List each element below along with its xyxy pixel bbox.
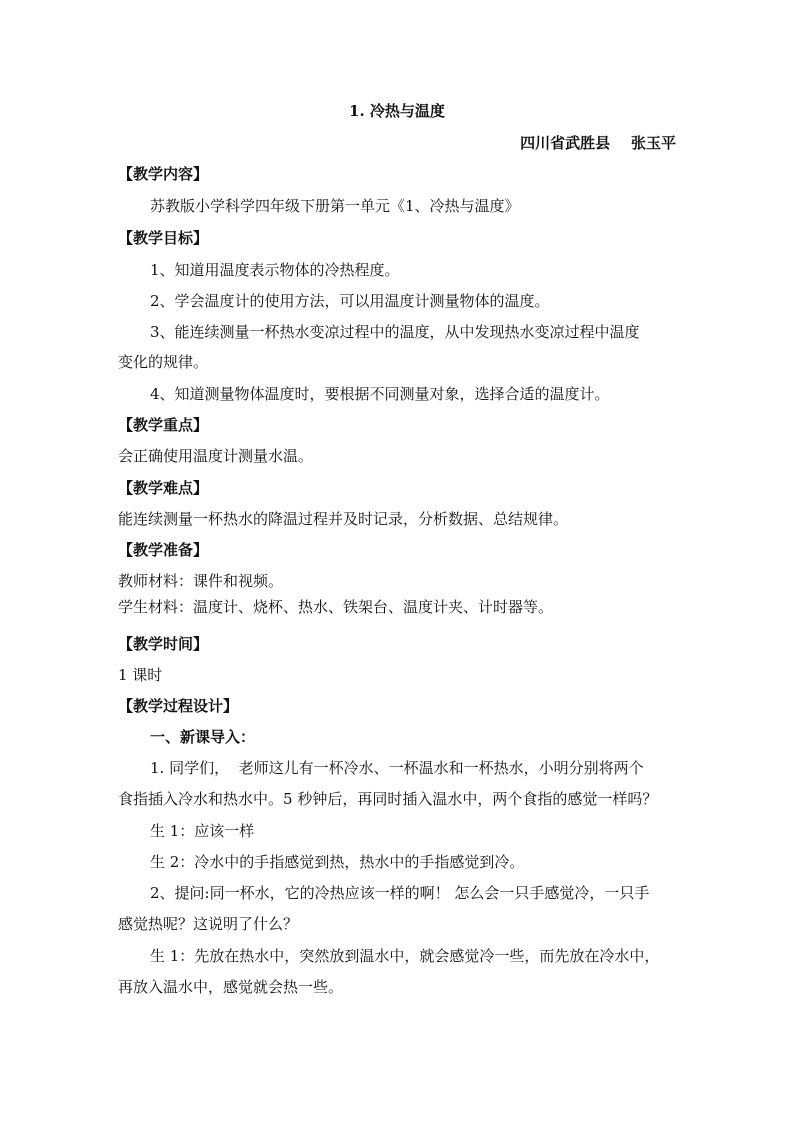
heading-content: 【教学内容】 xyxy=(118,165,209,183)
paragraph-line: 1. 同学们， 老师这儿有一杯冷水、一杯温水和一杯热水，小明分别将两个 xyxy=(150,759,644,777)
doc-title: 1. 冷热与温度 xyxy=(349,102,445,120)
paragraph-line: 感觉热呢？这说明了什么？ xyxy=(118,915,299,933)
paragraph-line: 会正确使用温度计测量水温。 xyxy=(118,447,314,465)
paragraph-line: 1、知道用温度表示物体的冷热程度。 xyxy=(150,261,400,279)
paragraph-line: 1 课时 xyxy=(118,666,163,684)
paragraph-line: 3、能连续测量一杯热水变凉过程中的温度，从中发现热水变凉过程中温度 xyxy=(150,323,640,341)
paragraph-line: 2、学会温度计的使用方法，可以用温度计测量物体的温度。 xyxy=(150,292,550,310)
heading-objectives: 【教学目标】 xyxy=(118,229,209,247)
heading-difficulties: 【教学难点】 xyxy=(118,479,209,497)
paragraph-line: 生 1：先放在热水中，突然放到温水中，就会感觉冷一些，而先放在冷水中， xyxy=(150,947,660,965)
heading-time: 【教学时间】 xyxy=(118,635,209,653)
section-heading: 一、新课导入： xyxy=(150,728,256,746)
heading-preparation: 【教学准备】 xyxy=(118,541,209,559)
paragraph-line: 生 2：冷水中的手指感觉到热，热水中的手指感觉到冷。 xyxy=(150,853,525,871)
doc-author: 四川省武胜县 张玉平 xyxy=(520,134,676,152)
heading-process-design: 【教学过程设计】 xyxy=(118,697,239,715)
paragraph-line: 能连续测量一杯热水的降温过程并及时记录，分析数据、总结规律。 xyxy=(118,510,569,528)
paragraph-line: 生 1：应该一样 xyxy=(150,822,255,840)
paragraph-line: 变化的规律。 xyxy=(118,353,209,371)
paragraph-line: 2、提问:同一杯水，它的冷热应该一样的啊！ 怎么会一只手感觉冷，一只手 xyxy=(150,884,650,902)
paragraph-line: 教师材料：课件和视频。 xyxy=(118,572,284,590)
heading-key-points: 【教学重点】 xyxy=(118,416,209,434)
paragraph-line: 食指插入冷水和热水中。5 秒钟后，再同时插入温水中，两个食指的感觉一样吗？ xyxy=(118,790,658,808)
paragraph-line: 再放入温水中，感觉就会热一些。 xyxy=(118,978,344,996)
paragraph-line: 学生材料：温度计、烧杯、热水、铁架台、温度计夹、计时器等。 xyxy=(118,598,554,616)
paragraph-line: 苏教版小学科学四年级下册第一单元《1、冷热与温度》 xyxy=(150,197,520,215)
paragraph-line: 4、知道测量物体温度时，要根据不同测量对象，选择合适的温度计。 xyxy=(150,385,610,403)
